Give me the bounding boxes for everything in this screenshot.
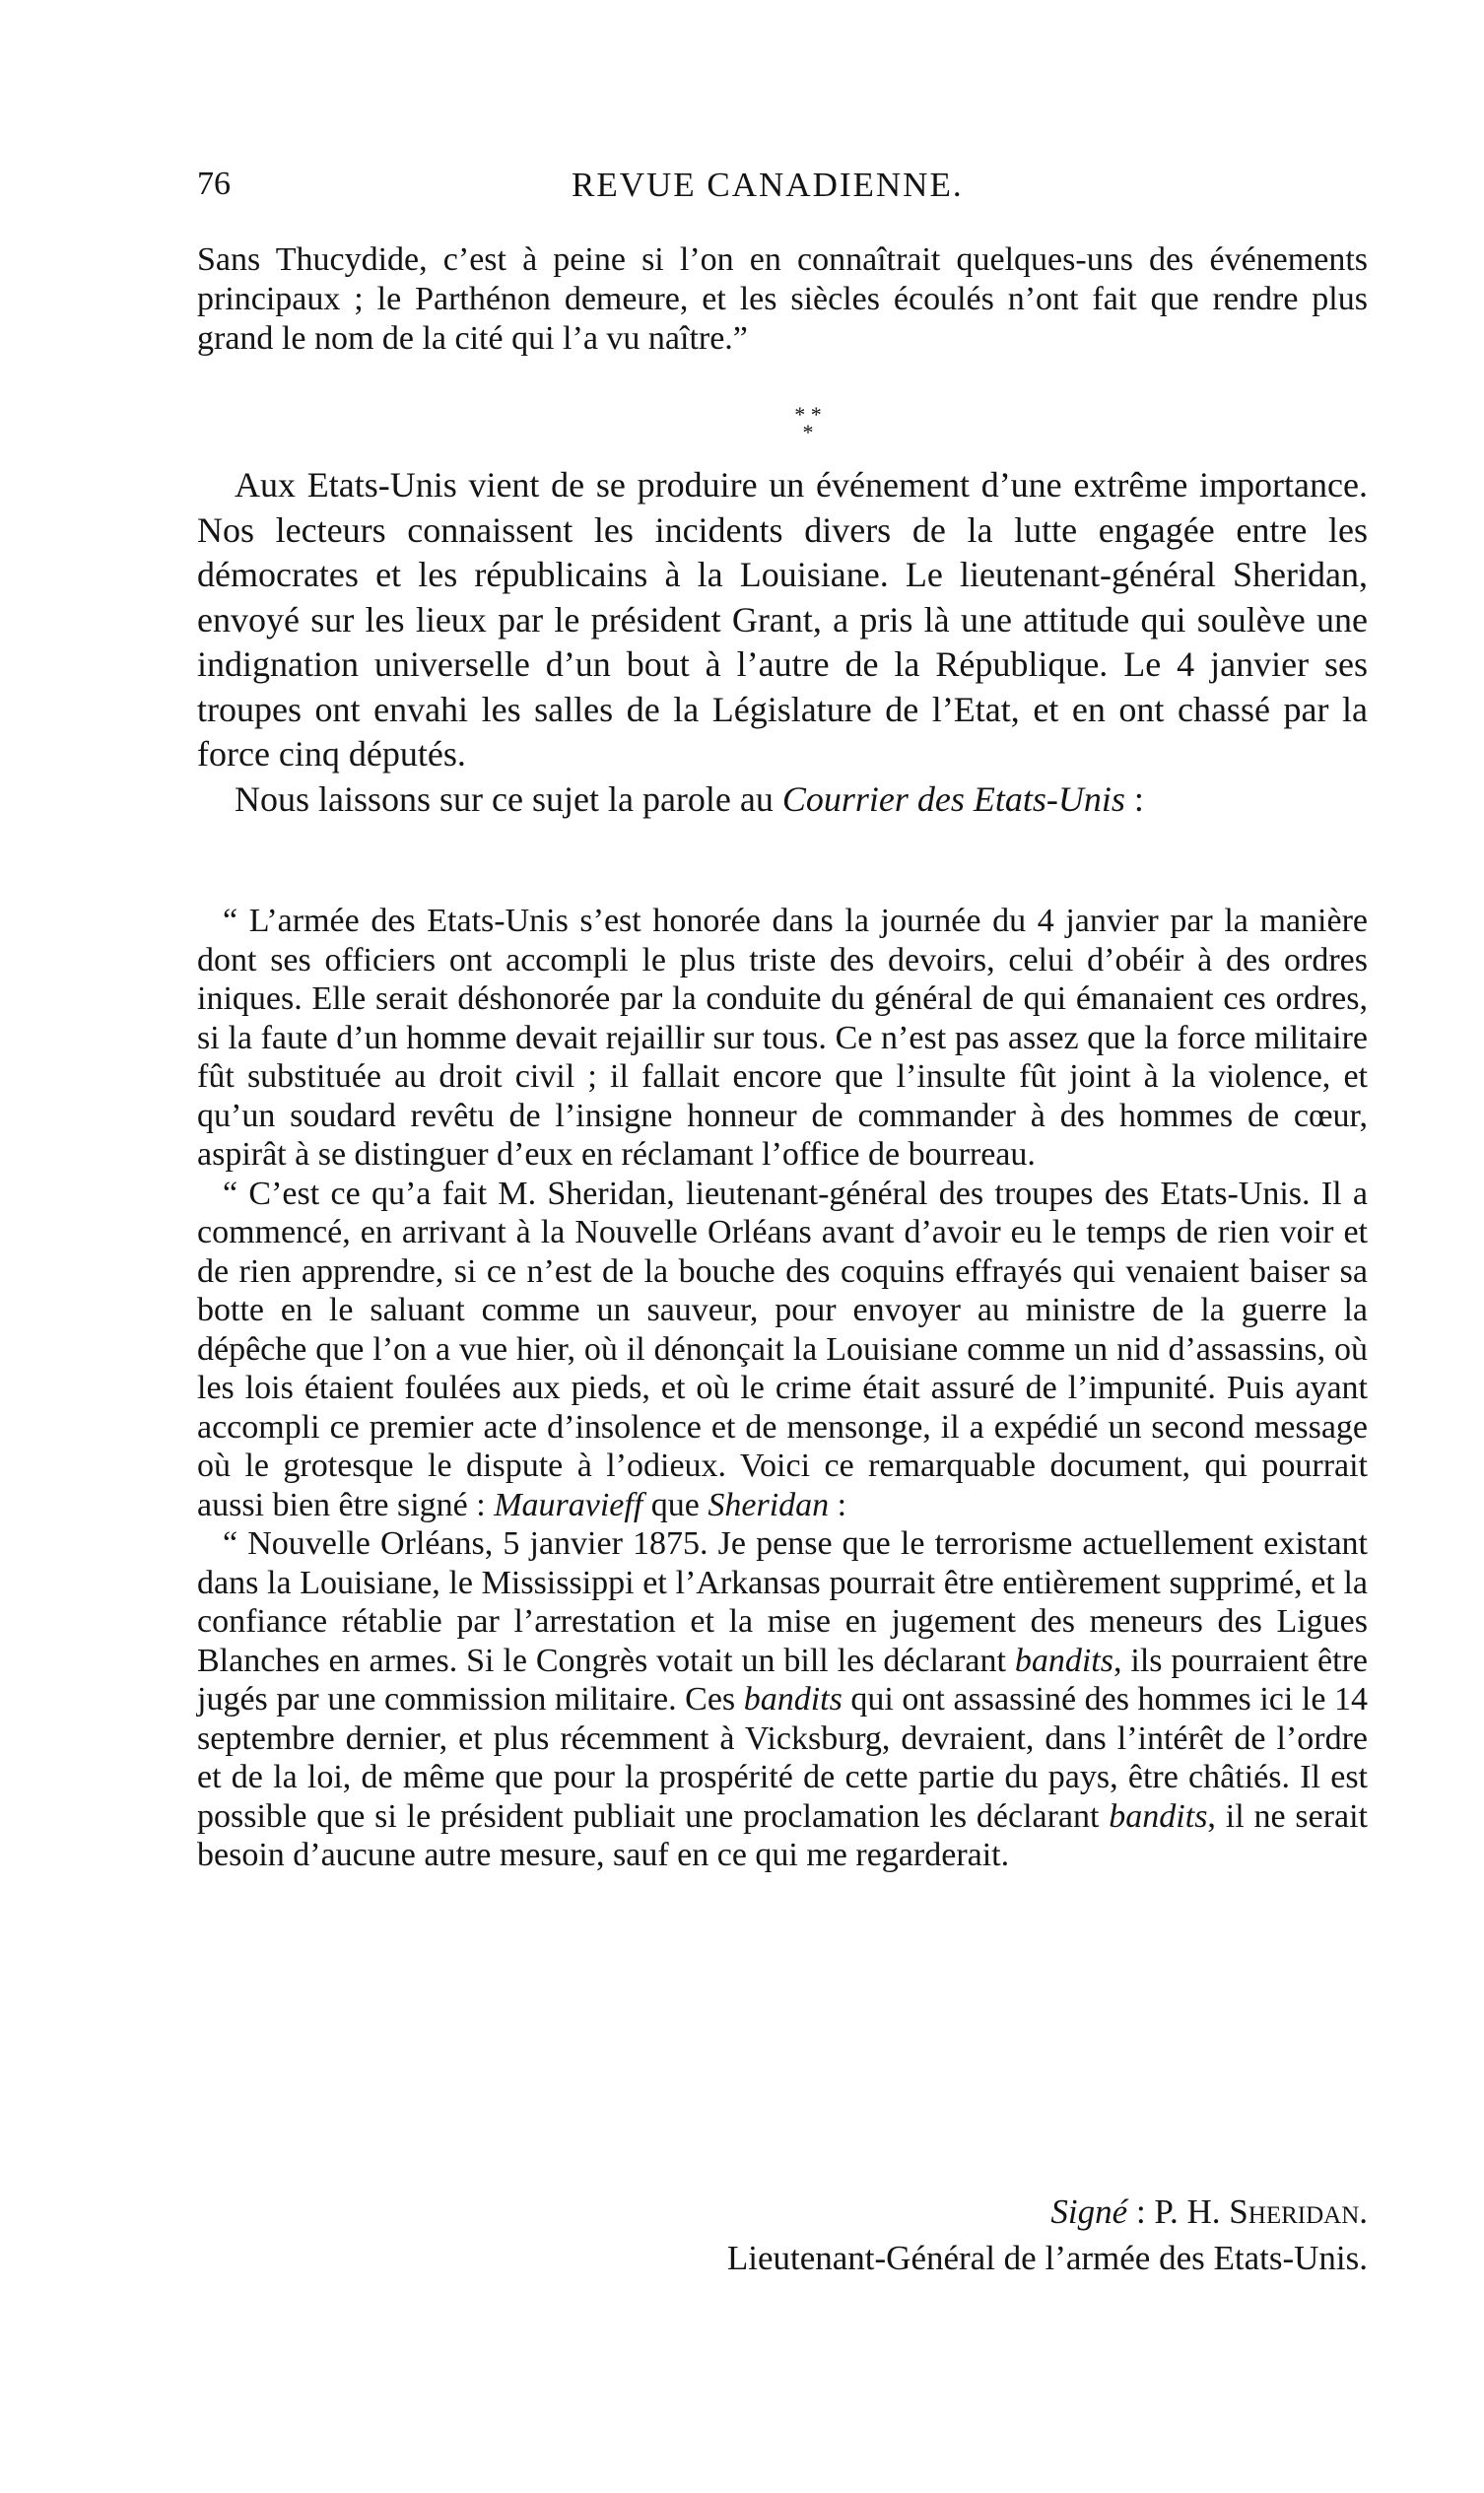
quote-paragraph-sheridan [197,1175,1368,1525]
quote2-mid: que [642,1486,708,1523]
intro-lead: Nous laissons sur ce sujet la parole au [235,778,782,819]
quote2-end: : [829,1486,847,1523]
signature-line [197,2192,1368,2232]
signed-label: Signé [1050,2192,1128,2231]
telegram-bandits-1: bandits [1014,1642,1113,1679]
signer-initials: P. H. [1154,2192,1230,2231]
quoted-article [197,902,1368,1875]
intro-end: : [1124,778,1144,819]
running-header [197,166,1380,215]
running-title: REVUE CANADIENNE. [572,166,964,204]
quote2-name-mauravieff: Mauravieff [494,1486,643,1523]
news-section [197,463,1368,822]
quote-ending-paragraph [197,240,1368,359]
telegram-part-g: , il ne serait besoin d’aucune autre mesure, sauf en ce qui me regarderait. [197,1797,1368,1873]
quote2-main: “ C’est ce qu’a fait M. Sheridan, lieutenant-général des troupes des Etats-Unis. Il a commencé, en arrivant à la Nouvelle Orléans avant d’avoir eu le temps de rien voir et de rien apprendre, si ce n’est de la bouche des coquins effrayés qui venaient baiser sa botte en le saluant comme un sauveur, pour envoyer au ministre de la guerre la dépêche que l’on a vue hier, où il dénonçait la Louisiane comme un nid d’assassins, où les lois étaient foulées aux pieds, et où le crime était assuré de l’impunité. Puis ayant accompli ce premier acte d’insolence et de mensonge, il a expédié un second message où le grotesque le dispute à l’odieux. Voici ce remarquable document, qui pourrait aussi bien être signé : [197,1175,1368,1523]
signer-rank: Lieutenant-Général de l’armée des Etats-Unis. [726,2239,1368,2277]
telegram-bandits-3: bandits [1109,1797,1208,1835]
signer-surname: Sheridan. [1229,2192,1368,2231]
section-separator-asterism [778,402,838,455]
telegram-part-e: qui ont assassiné des hommes ici le 14 septembre dernier, et plus récemment à Vicksburg, devraient, dans l’intérêt de l’ordre et de la loi, de même que pour la prospérité de cette partie du pays, être châtiés. Il est possible que si le président publiait une proclamation les déclarant [197,1681,1368,1835]
paragraph-thucydide: Sans Thucydide, c’est à peine si l’on en connaîtrait quelques-uns des événements principaux ; le Parthénon demeure, et les siècles écoulés n’ont fait que rendre plus grand le nom de la cité qui l’a vu naître.” [197,241,1368,357]
paragraph-etats-unis: Aux Etats-Unis vient de se produire un événement d’une extrême importance. Nos lecteurs connaissent les incidents divers de la lutte engagée entre les démocrates et les républicains à la Louisiane. Le lieutenant-général Sheridan, envoyé sur les lieux par le président Grant, a pris là une attitude qui soulève une indignation universelle d’un bout à l’autre de la République. Le 4 janvier ses troupes ont envahi les salles de la Législature de l’Etat, et en ont chassé par la force cinq députés. [197,465,1368,774]
page-number: 76 [197,166,231,202]
telegram-part-c: , ils pourraient être jugés par une commission militaire. Ces [197,1642,1368,1718]
asterism-top: * * [794,402,822,427]
telegram-bandits-2: bandits [743,1681,843,1718]
paragraph-courrier-intro [197,777,1368,823]
telegram-part-a: “ Nouvelle Orléans, 5 janvier 1875. Je pense que le terrorisme actuellement existant dans la Louisiane, le Mississippi et l’Arkansas pourrait être entièrement supprimé, et la confiance rétablie par l’arrestation et la mise en jugement des meneurs des Ligues Blanches en armes. Si le Congrès votait un bill les déclarant [197,1525,1368,1679]
newspaper-title: Courrier des Etats-Unis [781,778,1125,819]
signed-separator: : [1127,2192,1155,2231]
quote2-name-sheridan: Sheridan [708,1486,830,1523]
asterism-bottom: * [802,420,814,444]
quote-paragraph-armee: “ L’armée des Etats-Unis s’est honorée dans la journée du 4 janvier par la manière dont ses officiers ont accompli le plus triste des devoirs, celui d’obéir à des ordres iniques. Elle serait déshonorée par la conduite du général de qui émanaient ces ordres, si la faute d’un homme devait rejaillir sur tous. Ce n’est pas assez que la force militaire fût substituée au droit civil ; il fallait encore que l’insulte fût joint à la violence, et qu’un soudard revêtu de l’insigne honneur de commander à des hommes de cœur, aspirât à se distinguer d’eux en réclamant l’office de bourreau. [197,903,1368,1173]
quote-paragraph-telegram [197,1524,1368,1875]
